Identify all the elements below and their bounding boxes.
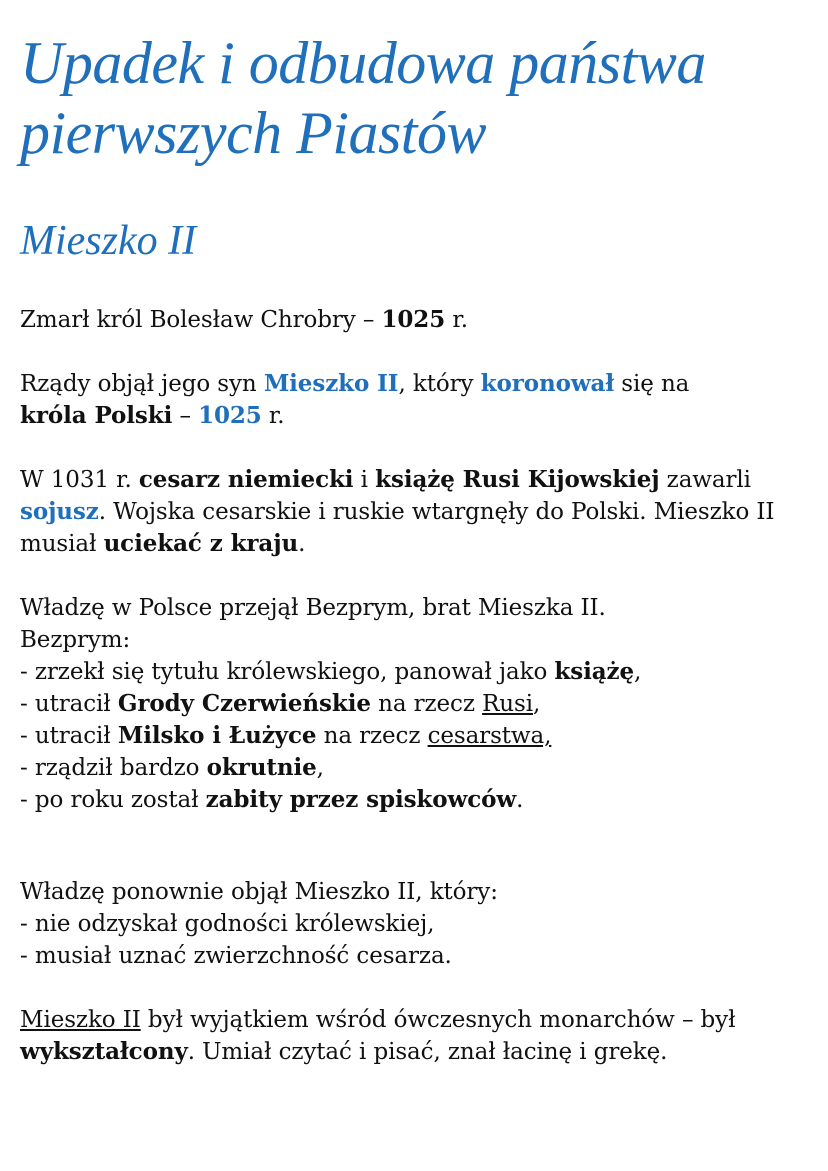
text: . Wojska cesarskie i ruskie wtargnęły do Polski. Mieszko II musiał (20, 499, 775, 557)
text: - utracił (20, 723, 118, 749)
bold-text: książę (554, 658, 635, 685)
list-item (20, 720, 808, 752)
text: . (298, 531, 306, 557)
list-item (20, 784, 808, 816)
bold-text: Milsko i Łużyce (117, 722, 317, 749)
bold-text: króla Polski (20, 402, 173, 429)
text: Rządy objął jego syn (20, 371, 264, 397)
paragraph-coronation (20, 368, 808, 432)
list-item (20, 752, 808, 784)
list-item: - nie odzyskał godności królewskiej, (20, 911, 435, 937)
text: na rzecz (316, 723, 428, 749)
section-heading: Mieszko II (20, 218, 197, 264)
bold-text: wykształcony (20, 1038, 188, 1065)
highlight-text: sojusz (20, 498, 99, 525)
bold-text: książę Rusi Kijowskiej (375, 466, 660, 493)
text: Zmarł król Bolesław Chrobry – (20, 307, 382, 333)
text: - zrzekł się tytułu królewskiego, panował jako (20, 659, 555, 685)
text: , (316, 755, 324, 781)
bold-text: Grody Czerwieńskie (117, 690, 371, 717)
text-line: Władzę ponownie objął Mieszko II, który: (20, 879, 498, 905)
page-title: Upadek i odbudowa państwa pierwszych Piastów (20, 30, 706, 166)
text: r. (445, 307, 468, 333)
bold-text: okrutnie (206, 754, 317, 781)
text: się na (614, 371, 690, 397)
underlined-text: Mieszko II (20, 1007, 141, 1033)
text: zawarli (659, 467, 751, 493)
bold-text: cesarz niemiecki (138, 466, 354, 493)
list-item (20, 688, 808, 720)
paragraph-death (20, 304, 808, 336)
underlined-text: cesarstwa, (427, 723, 552, 749)
text: - utracił (20, 691, 118, 717)
list-item (20, 656, 808, 688)
text-line: Bezprym: (20, 627, 131, 653)
highlight-text: Mieszko II (263, 370, 399, 397)
bold-text: uciekać z kraju (103, 530, 299, 557)
text: . (516, 787, 524, 813)
text: , (532, 691, 541, 717)
text: i (353, 467, 376, 493)
text: na rzecz (370, 691, 483, 717)
text: , który (398, 371, 481, 397)
text: - rządził bardzo (20, 755, 207, 781)
text-line: Władzę w Polsce przejął Bezprym, brat Mieszka II. (20, 595, 606, 621)
highlight-text: 1025 (198, 402, 262, 429)
highlight-text: koronował (480, 370, 615, 397)
bold-text: 1025 (381, 306, 446, 333)
bold-text: zabity przez spiskowców (205, 786, 517, 813)
underlined-text: Rusi (482, 691, 533, 717)
text: – (172, 403, 199, 429)
text: . Umiał czytać i pisać, znał łacinę i grekę. (187, 1039, 668, 1065)
text: , (634, 659, 642, 685)
paragraph-education (20, 1004, 808, 1068)
text: - po roku został (20, 787, 206, 813)
list-item: - musiał uznać zwierzchność cesarza. (20, 943, 452, 969)
paragraph-return (20, 876, 808, 972)
text: r. (261, 403, 285, 429)
text: był wyjątkiem wśród ówczesnych monarchów – był (140, 1007, 736, 1033)
paragraph-bezprym (20, 592, 808, 816)
text: W 1031 r. (20, 467, 139, 493)
paragraph-alliance (20, 464, 808, 560)
